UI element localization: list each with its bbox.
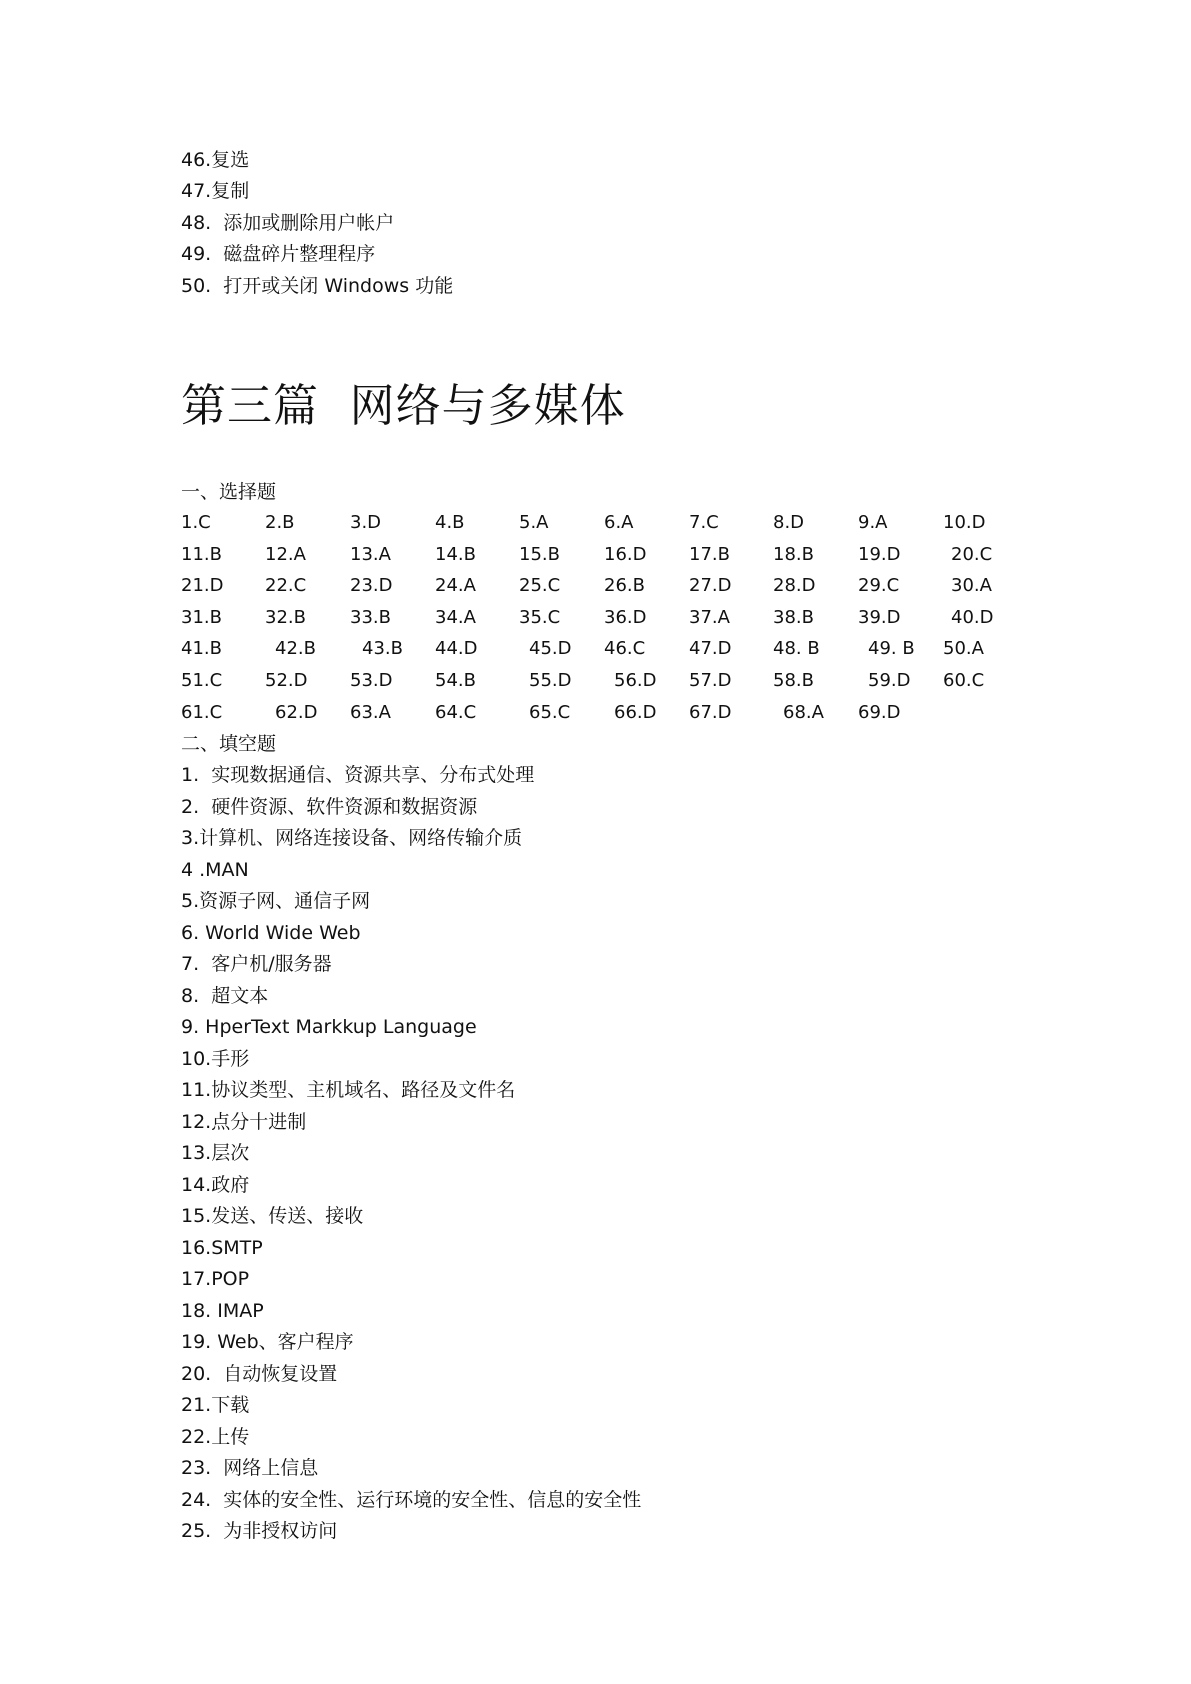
fill-answer-line: 7. 客户机/服务器	[181, 953, 332, 975]
choice-answer: 56.D	[614, 669, 657, 691]
choice-answer: 26.B	[604, 575, 645, 597]
fill-answer-line: 24. 实体的安全性、运行环境的安全性、信息的安全性	[181, 1488, 642, 1511]
choice-answer: 51.C	[181, 669, 223, 691]
choice-answer: 6.A	[604, 512, 634, 533]
choice-answer: 61.C	[181, 701, 223, 723]
choice-answer: 49. B	[868, 638, 915, 660]
choice-answer: 54.B	[435, 669, 476, 691]
part-title: 第三篇 网络与多媒体	[181, 379, 626, 432]
fill-answer-line: 17.POP	[181, 1268, 250, 1290]
choice-answer: 39.D	[858, 606, 901, 628]
choice-answer: 22.C	[265, 575, 307, 597]
answer-line-49: 49. 磁盘碎片整理程序	[181, 243, 376, 265]
fill-answer-line: 2. 硬件资源、软件资源和数据资源	[181, 795, 478, 818]
fill-answer-line: 16.SMTP	[181, 1236, 263, 1259]
choice-answer: 35.C	[519, 606, 561, 628]
fill-answer-line: 10.手形	[181, 1047, 250, 1070]
choice-answer: 2.B	[265, 512, 295, 533]
fill-answer-line: 21.下载	[181, 1394, 250, 1416]
choice-answer: 34.A	[435, 606, 476, 628]
choice-answer: 48. B	[773, 638, 820, 660]
choice-answer: 10.D	[943, 512, 986, 533]
choice-row	[181, 636, 1041, 668]
choice-answer: 4.B	[435, 512, 465, 533]
section-heading-choice: 一、选择题	[181, 481, 277, 503]
choice-answer: 28.D	[773, 575, 816, 597]
choice-answer: 9.A	[858, 512, 888, 533]
choice-answer: 5.A	[519, 512, 549, 533]
fill-answer-line: 13.层次	[181, 1142, 250, 1164]
choice-answer: 16.D	[604, 543, 647, 565]
choice-answer: 40.D	[951, 606, 994, 628]
answer-line-50: 50. 打开或关闭 Windows 功能	[181, 275, 454, 297]
choice-row	[181, 510, 1041, 542]
choice-row	[181, 605, 1041, 637]
choice-answer: 23.D	[350, 575, 393, 597]
choice-answer: 17.B	[689, 543, 730, 565]
choice-answer: 27.D	[689, 575, 732, 597]
fill-answer-line: 1. 实现数据通信、资源共享、分布式处理	[181, 764, 535, 786]
choice-answer: 60.C	[943, 669, 985, 691]
choice-answer: 42.B	[275, 638, 316, 660]
choice-answer: 64.C	[435, 701, 477, 723]
fill-answer-line: 12.点分十进制	[181, 1110, 307, 1133]
choice-answer: 15.B	[519, 543, 560, 565]
fill-answer-line: 3.计算机、网络连接设备、网络传输介质	[181, 827, 523, 849]
choice-answer: 37.A	[689, 606, 730, 628]
fill-answer-line: 25. 为非授权访问	[181, 1520, 338, 1542]
choice-answer: 12.A	[265, 543, 306, 565]
choice-answer: 29.C	[858, 575, 900, 597]
choice-answer: 19.D	[858, 543, 901, 565]
choice-answer: 25.C	[519, 575, 561, 597]
choice-row	[181, 573, 1041, 605]
section-heading-fill: 二、填空题	[181, 733, 277, 755]
choice-answer: 62.D	[275, 701, 318, 723]
choice-answer: 3.D	[350, 512, 382, 533]
choice-answer: 41.B	[181, 638, 222, 660]
choice-answer: 36.D	[604, 606, 647, 628]
fill-answer-line: 9. HperText Markkup Language	[181, 1016, 477, 1038]
choice-answer: 14.B	[435, 543, 476, 565]
choice-answer: 20.C	[951, 543, 993, 565]
choice-answer: 55.D	[529, 669, 572, 691]
choice-answer: 1.C	[181, 512, 211, 533]
answer-line-48: 48. 添加或删除用户帐户	[181, 212, 395, 234]
choice-answer: 45.D	[529, 638, 572, 660]
choice-answer-grid	[181, 510, 1041, 731]
choice-answer: 63.A	[350, 701, 391, 723]
choice-row	[181, 542, 1041, 574]
choice-answer: 32.B	[265, 606, 306, 628]
choice-answer: 31.B	[181, 606, 222, 628]
choice-answer: 57.D	[689, 669, 732, 691]
choice-answer: 43.B	[362, 638, 403, 660]
choice-answer: 65.C	[529, 701, 571, 723]
fill-answer-line: 15.发送、传送、接收	[181, 1205, 364, 1227]
choice-answer: 8.D	[773, 512, 805, 533]
choice-answer: 52.D	[265, 669, 308, 691]
choice-answer: 58.B	[773, 669, 814, 691]
choice-answer: 11.B	[181, 543, 222, 565]
answer-line-47: 47.复制	[181, 180, 250, 202]
fill-answer-line: 5.资源子网、通信子网	[181, 890, 371, 912]
choice-answer: 44.D	[435, 638, 478, 660]
choice-answer: 13.A	[350, 543, 391, 565]
choice-answer: 47.D	[689, 638, 732, 660]
fill-answer-line: 20. 自动恢复设置	[181, 1362, 338, 1385]
choice-answer: 24.A	[435, 575, 476, 597]
choice-answer: 21.D	[181, 575, 224, 597]
choice-answer: 38.B	[773, 606, 814, 628]
choice-answer: 50.A	[943, 638, 984, 660]
choice-answer: 18.B	[773, 543, 814, 565]
choice-answer: 33.B	[350, 606, 391, 628]
choice-answer: 68.A	[783, 701, 824, 723]
choice-answer: 69.D	[858, 701, 901, 723]
fill-answer-line: 6. World Wide Web	[181, 921, 361, 944]
fill-answer-line: 8. 超文本	[181, 984, 269, 1007]
choice-answer: 7.C	[689, 512, 719, 533]
choice-answer: 53.D	[350, 669, 393, 691]
choice-answer: 46.C	[604, 638, 646, 660]
fill-answer-line: 14.政府	[181, 1173, 250, 1196]
choice-row	[181, 668, 1041, 700]
choice-answer: 67.D	[689, 701, 732, 723]
fill-answer-line: 4 .MAN	[181, 858, 249, 881]
fill-answer-line: 19. Web、客户程序	[181, 1331, 354, 1353]
choice-answer: 30.A	[951, 575, 992, 597]
answer-line-46: 46.复选	[181, 149, 250, 171]
choice-row	[181, 700, 1041, 732]
fill-answer-line: 22.上传	[181, 1425, 250, 1448]
fill-answer-line: 11.协议类型、主机域名、路径及文件名	[181, 1079, 516, 1101]
choice-answer: 59.D	[868, 669, 911, 691]
choice-answer: 66.D	[614, 701, 657, 723]
fill-answer-line: 18. IMAP	[181, 1299, 264, 1322]
fill-answer-line: 23. 网络上信息	[181, 1457, 319, 1479]
